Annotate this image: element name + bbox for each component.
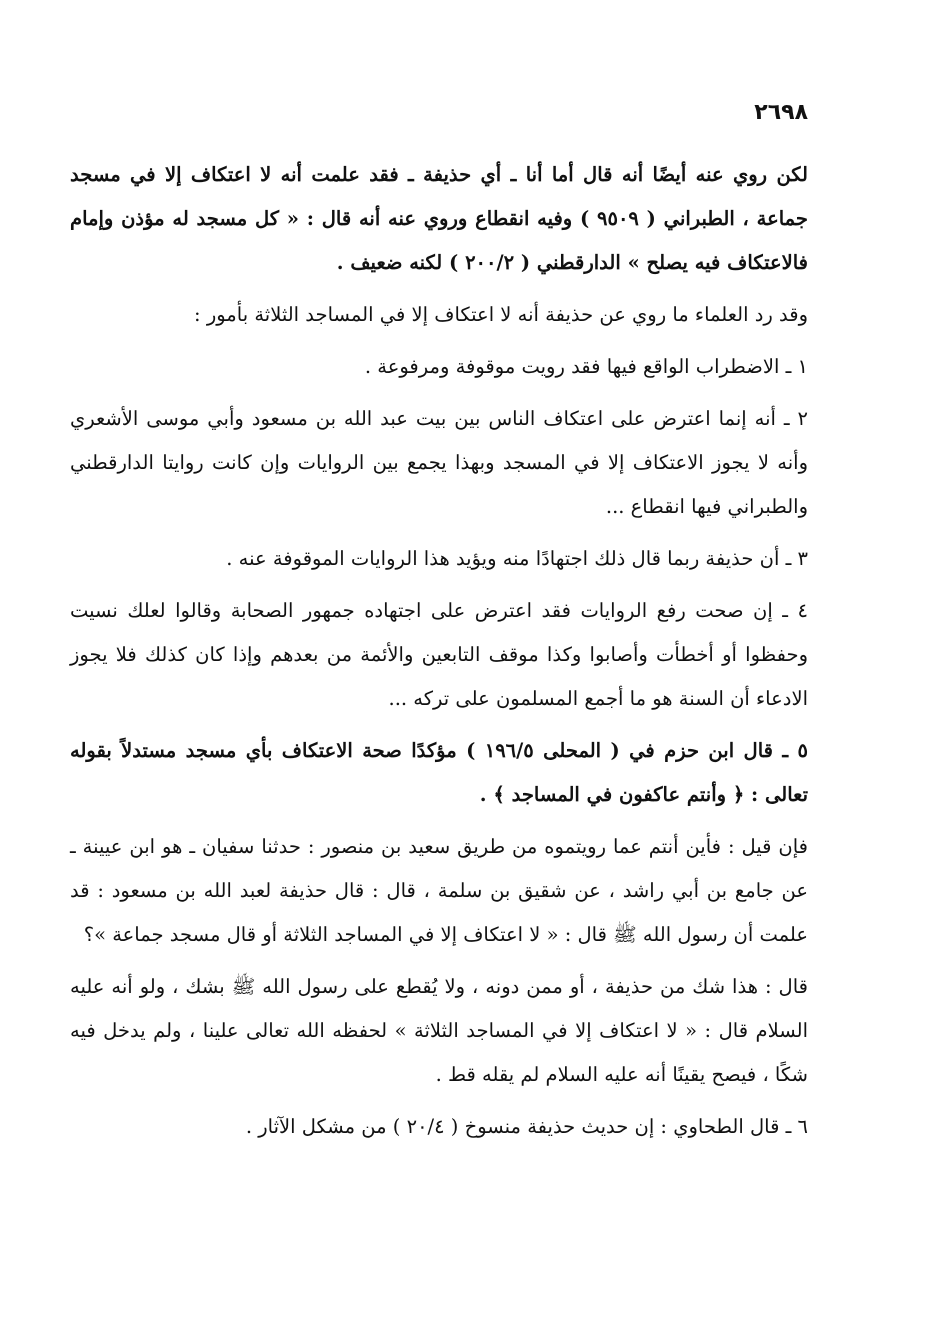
- document-page: [70, 95, 808, 1157]
- paragraph-intro: لكن روي عنه أيضًا أنه قال أما أنا ـ أي حذيفة ـ فقد علمت أنه لا اعتكاف إلا في مسجد جماعة ، الطبراني ( ٩٥٠٩ ) وفيه انقطاع وروي عنه أنه قال : « كل مسجد له مؤذن وإمام فالاعتكاف فيه يصلح » الدارقطني ( ٢٠٠/٢ ) لكنه ضعيف .: [70, 163, 808, 274]
- paragraph-point-3: ٣ ـ أن حذيفة ربما قال ذلك اجتهادًا منه ويؤيد هذا الروايات الموقوفة عنه .: [226, 547, 808, 570]
- paragraph-objection: فإن قيل : فأين أنتم عما رويتموه من طريق سعيد بن منصور : حدثنا سفيان ـ هو ابن عيينة ـ عن جامع بن أبي راشد ، عن شقيق بن سلمة ، قال : قال حذيفة لعبد الله بن مسعود : قد علمت أن رسول الله ﷺ قال : « لا اعتكاف إلا في المساجد الثلاثة أو قال مسجد جماعة »؟: [70, 835, 808, 946]
- paragraph-point-4: ٤ ـ إن صحت رفع الروايات فقد اعترض على اجتهاده جمهور الصحابة وقالوا لعلك نسيت وحفظوا أو أخطأت وأصابوا وكذا موقف التابعين والأئمة من بعدهم وإذا كان كذلك فلا يجوز الادعاء أن السنة هو ما أجمع المسلمون على تركه ...: [70, 599, 808, 710]
- paragraph-rebuttal-heading: وقد رد العلماء ما روي عن حذيفة أنه لا اعتكاف إلا في المساجد الثلاثة بأمور :: [194, 303, 808, 326]
- paragraph-reply: قال : هذا شك من حذيفة ، أو ممن دونه ، ولا يُقطع على رسول الله ﷺ بشك ، ولو أنه عليه السلام قال : « لا اعتكاف إلا في المساجد الثلاثة » لحفظه الله تعالى علينا ، ولم يدخل فيه شكًا ، فيصح يقينًا أنه عليه السلام لم يقله قط .: [70, 975, 808, 1086]
- paragraph-point-6: ٦ ـ قال الطحاوي : إن حديث حذيفة منسوخ ( ٢٠/٤ ) من مشكل الآثار .: [245, 1115, 808, 1138]
- paragraph-point-2: ٢ ـ أنه إنما اعترض على اعتكاف الناس بين بيت عبد الله بن مسعود وأبي موسى الأشعري وأنه لا يجوز الاعتكاف إلا في المسجد وبهذا يجمع بين الروايات وإن كانت روايتا الدارقطني والطبراني فيها انقطاع ...: [70, 407, 808, 518]
- page-number: ٢٦٩٨: [754, 100, 808, 125]
- paragraph-point-1: ١ ـ الاضطراب الواقع فيها فقد رويت موقوفة ومرفوعة .: [364, 355, 808, 378]
- paragraph-point-5: ٥ ـ قال ابن حزم في ( المحلى ١٩٦/٥ ) مؤكدًا صحة الاعتكاف بأي مسجد مستدلاً بقوله تعالى : ﴿ وأنتم عاكفون في المساجد ﴾ .: [70, 739, 808, 806]
